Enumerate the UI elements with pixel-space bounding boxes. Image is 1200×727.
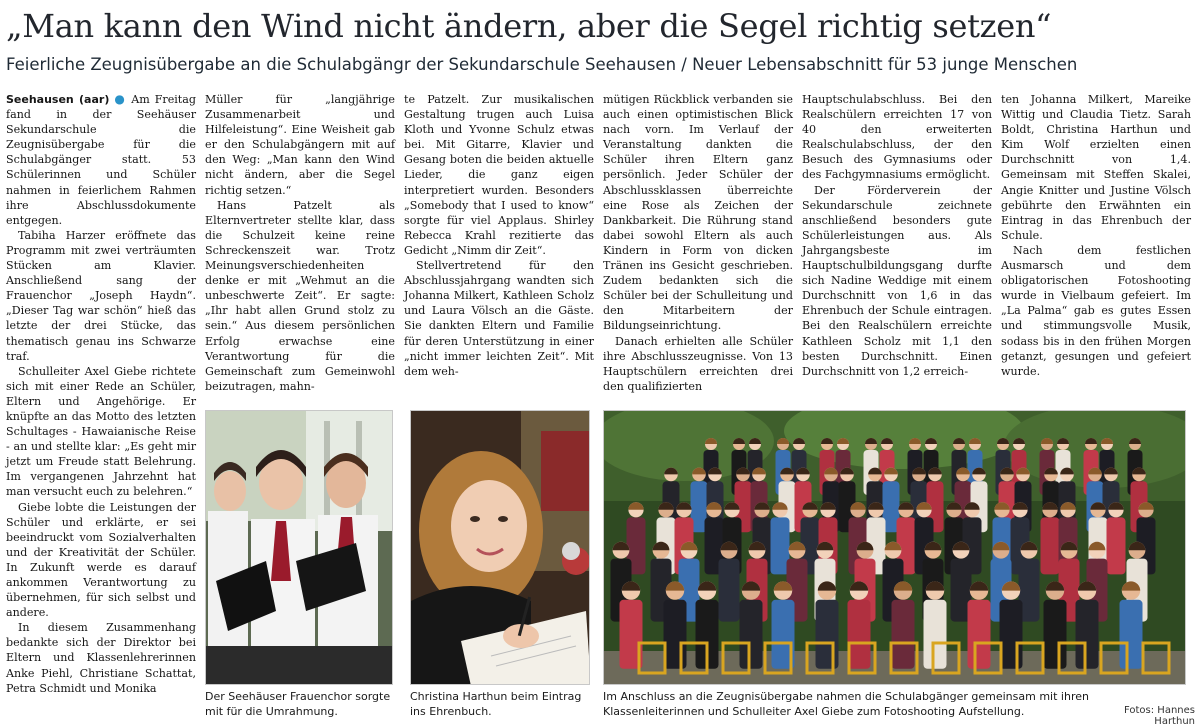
dateline: Seehausen (aar): [6, 93, 110, 106]
choir-photo: [205, 410, 393, 685]
article-column-6: [1001, 92, 1191, 379]
paragraph: Giebe lobte die Leistungen der Schüler und erklärte, er sei beeindruckt vom Sozialverhalten und der Kreativität der Schüler. In Zukunft werde es darauf ankommen Verantwortung zu übernehmen, für sich selbst und andere.: [6, 500, 196, 620]
person-figure: [1107, 517, 1126, 574]
article-column-1: [6, 92, 196, 696]
person-figure: [1000, 600, 1023, 669]
person-figure: [968, 600, 991, 669]
person-figure: [892, 600, 915, 669]
signing-photo-caption: Christina Harthun beim Eintrag ins Ehrenbuch.: [410, 690, 582, 718]
person-figure: [1120, 600, 1143, 669]
paragraph: Stellvertretend für den Abschlussjahrgang wandten sich Johanna Milkert, Kathleen Scholz und Laura Völsch an die Gäste. Sie dankten Eltern und Familie für deren Unterstützung in einer „nicht immer leichten Zeit“. Mit dem weh-: [404, 259, 594, 378]
paragraph: Tabiha Harzer eröffnete das Programm mit zwei verträumten Stücken am Klavier. Anschließend sang der Frauenchor „Joseph Haydn“. „Dieser Tag war schön“ hieß das letzte der drei Stücke, das thematisch genau ins Schwarze traf.: [6, 228, 196, 363]
person-figure: [924, 600, 947, 669]
paragraph: Der Förderverein der Sekundarschule zeichnete anschließend besonders gute Schülerleistungen aus. Als Jahrgangsbeste im Hauptschulbildungsgang durfte sich Nadine Weddige mit einem Durchschnitt von 1,6 in das Ehrenbuch der Schule eintragen. Bei den Realschülern erreichte Kathleen Scholz mit 1,1 den besten Durchschnitt. Einen Durchschnitt von 1,2 erreich-: [802, 183, 992, 378]
paragraph: Hauptschulabschluss. Bei den Realschülern erreichten 17 von 40 den erweiterten Realschulabschluss, der den Besuch des Gymnasiums oder des Fachgymnasiums ermöglicht.: [802, 93, 992, 182]
article-column-5: [802, 92, 992, 379]
person-figure: [664, 600, 687, 669]
article-headline: „Man kann den Wind nicht ändern, aber die Segel richtig setzen“: [6, 7, 1052, 45]
person-figure: [816, 600, 839, 669]
article-subheadline: Feierliche Zeugnisübergabe an die Schulabgängr der Sekundarschule Seehausen / Neuer Lebensabschnitt für 53 junge Menschen: [6, 55, 1078, 74]
person-figure: [1041, 517, 1060, 574]
choir-photo-caption: Der Seehäuser Frauenchor sorgte mit für die Umrahmung.: [205, 690, 391, 718]
paragraph: mütigen Rückblick verbanden sie auch einen optimistischen Blick nach vorn. Im Verlauf der Veranstaltung dankten die Schüler ihren Eltern ganz persönlich. Jeder Schüler der Abschlussklassen überreichte eine Rose als Zeichen der Dankbarkeit. Die Rührung stand dabei sowohl Eltern als auch Kindern in Form von dicken Tränen ins Gesicht geschrieben. Zudem bedankten sich die Schüler bei der Schulleitung und den Mitarbeitern der Bildungseinrichtung.: [603, 93, 793, 333]
article-column-4: [603, 92, 793, 394]
photo-credit: Fotos: Hannes Harthun: [1124, 705, 1195, 727]
person-figure: [848, 600, 871, 669]
paragraph: Nach dem festlichen Ausmarsch und dem obligatorischen Fotoshooting wurde in Vielbaum gefeiert. Im „La Palma“ gab es gutes Essen und stimmungsvolle Musik, sodass bis in den frühen Morgen getanzt, gesungen und gefeiert wurde.: [1001, 243, 1191, 378]
paragraph: Hans Patzelt als Elternvertreter stellte klar, dass die Schulzeit keine reine Schreckenszeit war. Trotz Meinungsverschiedenheiten denke er mit „Wehmut an die unbeschwerte Zeit“. Er sagte: „Ihr habt allen Grund stolz zu sein.“ Aus diesem persönlichen Erfolg erwachse eine Verantwortung für die Gemeinschaft zum Gemeinwohl beizutragen, mahn-: [205, 198, 395, 393]
article-column-3: [404, 92, 594, 379]
group-photo-caption: Im Anschluss an die Zeugnisübergabe nahmen die Schulabgänger gemeinsam mit ihren Klassenleiterinnen und Schulleiter Axel Giebe zum Fotoshooting Aufstellung.: [603, 690, 1089, 718]
paragraph: Müller für „langjährige Zusammenarbeit und Hilfeleistung“. Eine Weisheit gab er den Schulabgängern mit auf den Weg: „Man kann den Wind nicht ändern, aber die Segel richtig setzen.“: [205, 93, 395, 197]
person-figure: [740, 600, 763, 669]
paragraph: In diesem Zusammenhang bedankte sich der Direktor bei Eltern und Klassenlehrerinnen Anke Piehl, Christiane Schattat, Petra Schmidt und Monika: [6, 621, 196, 695]
bullet-dot-icon: ●: [114, 92, 127, 106]
group-photo: [603, 410, 1186, 685]
paragraph: te Patzelt. Zur musikalischen Gestaltung trugen auch Luisa Kloth und Yvonne Schulz etwas bei. Mit Gitarre, Klavier und Gesang boten die beiden aktuelle Lieder, die ganz eigen interpretiert wurden. Besonders „Somebody that I used to know“ sorgte für viel Applaus. Shirley Rebecca Krahl rezitierte das Gedicht „Nimm dir Zeit“.: [404, 93, 594, 257]
signing-photo: [410, 410, 590, 685]
person-figure: [719, 559, 740, 622]
person-figure: [1044, 600, 1067, 669]
paragraph: Seehausen (aar) ● Am Freitag fand in der Seehäuser Sekundarschule die Zeugnisübergabe für die Schulabgänger statt. 53 Schülerinnen und Schüler nahmen in feierlichem Rahmen ihre Abschlussdokumente entgegen.: [6, 92, 196, 227]
article-column-2: [205, 92, 395, 394]
paragraph: Schulleiter Axel Giebe richtete sich mit einer Rede an Schüler, Eltern und Angehörige. Er knüpfte an das Motto des letzten Schultages - Hawaianische Reise - an und stellte klar: „Es geht mir jetzt um Freude statt Belehrung. Im vergangenen Jahrzehnt hat man versucht euch zu belehren.“: [6, 364, 196, 499]
paragraph: Danach erhielten alle Schüler ihre Abschlusszeugnisse. Von 13 Hauptschülern erreichten drei den qualifizierten: [603, 334, 793, 393]
paragraph: ten Johanna Milkert, Mareike Wittig und Claudia Tietz. Sarah Boldt, Christina Harthun und Kim Wolf erzielten einen Durchschnitt von 1,4. Gemeinsam mit Steffen Skalei, Angie Knitter und Justine Völsch gebührte den Erwähnten ein Eintrag in das Ehrenbuch der Schule.: [1001, 93, 1191, 242]
person-figure: [1076, 600, 1099, 669]
